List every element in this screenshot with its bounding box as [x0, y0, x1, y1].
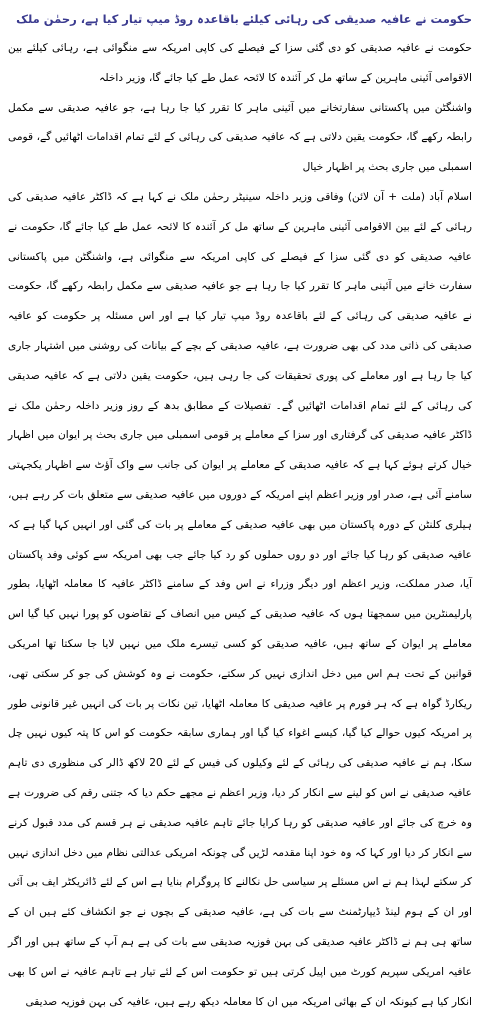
article-body-paragraph: اسلام آباد (ملت + آن لائن) وفاقی وزیر داخلہ سینیٹر رحمٰن ملک نے کہا ہے کہ ڈاکٹر عافیہ صدیقی کی رہائی کے لئے بین الاقوامی آئینی ماہرین کے ساتھ مل کر آئندہ کا لائحہ عمل طے کیا جائے گا، حکومت نے عافیہ صدیقی کو دی گئی سزا کے فیصلے کی کاپی امریکہ سے منگوائی ہے، واشنگٹن میں پاکستانی سفارت خانے میں آئینی ماہر کا تقرر کیا جا رہا ہے جو عافیہ صدیقی سے مکمل رابطہ رکھے گا، حکومت نے عافیہ صدیقی کی رہائی کے لئے باقاعدہ روڈ میپ تیار کیا ہے اور اس مسئلہ پر حکومت کو عافیہ صدیقی کی ذاتی مدد کی بھی ضرورت ہے، عافیہ صدیقی کے بچے کے بیانات کی روشنی میں اشتہار جاری کیا جا رہا ہے اور معاملے کی پوری تحقیقات کی جا رہی ہیں، حکومت یقین دلاتی ہے کہ عافیہ صدیقی کی رہائی کے لئے تمام اقدامات اٹھائیں گے۔ تفصیلات کے مطابق بدھ کے روز وزیر داخلہ رحمٰن ملک نے ڈاکٹر عافیہ صدیقی کی گرفتاری اور سزا کے معاملے پر قومی اسمبلی میں جاری بحث پر ایوان میں اظہار خیال کرتے ہوئے کہا ہے کہ عافیہ صدیقی کے معاملے پر ایوان کی جانب سے واک آؤٹ سے اظہار یکجہتی سامنے آئی ہے، صدر اور وزیر اعظم اپنے امریکہ کے دوروں میں عافیہ صدیقی سے متعلق بات کر رہے ہیں، ہیلری کلنٹن کے دورہ پاکستان میں بھی عافیہ صدیقی کے معاملے پر بات کی گئی اور انہیں کہا گیا ہے کہ عافیہ صدیقی کو رہا کیا جائے اور دو روں حملوں کو رد کیا جائے جب بھی امریکہ سے کوئی وفد پاکستان آیا، صدر مملکت، وزیر اعظم اور دیگر وزراء نے اس وفد کے سامنے ڈاکٹر عافیہ کا معاملہ اٹھایا، بطور پارلیمنٹرین میں سمجھتا ہوں کہ عافیہ صدیقی کے کیس میں انصاف کے تقاضوں کو پورا نہیں کیا گیا اس معاملے پر ایوان کے ساتھ ہیں، عافیہ صدیقی کو کسی تیسرے ملک میں نہیں لایا جا سکتا تھا امریکی قوانین کے تحت ہم اس میں دخل اندازی نہیں کر سکتے، حکومت نے وہ کوشش کی جو کر سکتی تھی، ریکارڈ گواہ ہے کہ ہر فورم پر عافیہ صدیقی کا معاملہ اٹھایا، تین نکات پر بات کی انہیں غیر قانونی طور پر امریکہ کیوں حوالے کیا گیا، کیسے اغواء کیا گیا اور ہماری سابقہ حکومت کو اس کا پتہ کیوں نہیں چل سکا، ہم نے عافیہ صدیقی کی رہائی کے لئے وکیلوں کی فیس کے لئے 20 لاکھ ڈالر کی منظوری دی تاہم عافیہ صدیقی نے اس کو لینے سے انکار کر دیا، وزیر اعظم نے مجھے حکم دیا کہ جتنی رقم کی ضرورت ہے وہ خرچ کی جائے اور عافیہ صدیقی کو رہا کرایا جائے تاہم عافیہ صدیقی نے ہر قسم کی مدد قبول کرنے سے انکار کر دیا اور کہا کہ وہ خود اپنا مقدمہ لڑیں گی چونکہ امریکی عدالتی نظام میں دخل اندازی نہیں کر سکتے لہذا ہم نے اس مسئلے پر سیاسی حل نکالنے کا پروگرام بنایا ہے اس کے لئے ڈائریکٹر ایف بی آئی اور ان کے ہوم لینڈ ڈیپارٹمنٹ سے بات کی ہے، عافیہ صدیقی کے بچوں نے جو انکشاف کئے ہیں ان کے ساتھ ہی ہم نے ڈاکٹر عافیہ صدیقی کی بہن فوزیہ صدیقی سے بات کی ہے ہم آپ کے ساتھ ہیں اور اگر عافیہ امریکی سپریم کورٹ میں اپیل کرتی ہیں تو حکومت اس کے لئے تیار ہے تاہم عافیہ نے اس کا بھی انکار کیا ہے کیونکہ ان کے بھائی امریکہ میں ان کا معاملہ دیکھ رہے ہیں، عافیہ کی بہن فوزیہ صدیقی	[8, 190, 472, 1008]
summary-paragraph-2: واشنگٹن میں پاکستانی سفارتخانے میں آئینی ماہر کا تقرر کیا جا رہا ہے، جو عافیہ صدیقی سے مکمل رابطہ رکھے گا، حکومت یقین دلاتی ہے کہ عافیہ صدیقی کی رہائی کے لئے تمام اقدامات اٹھائیں گے، قومی اسمبلی میں جاری بحث پر اظہار خیال	[8, 101, 472, 174]
headline: حکومت نے عافیہ صدیقی کی رہائی کیلئے باقاعدہ روڈ میپ تیار کیا ہے، رحمٰن ملک	[16, 12, 472, 26]
summary-paragraph-1: حکومت نے عافیہ صدیقی کو دی گئی سزا کے فیصلے کی کاپی امریکہ سے منگوائی ہے، رہائی کیلئے بین الاقوامی آئینی ماہرین کے ساتھ مل کر آئندہ کا لائحہ عمل طے کیا جائے گا، وزیر داخلہ	[8, 42, 472, 84]
